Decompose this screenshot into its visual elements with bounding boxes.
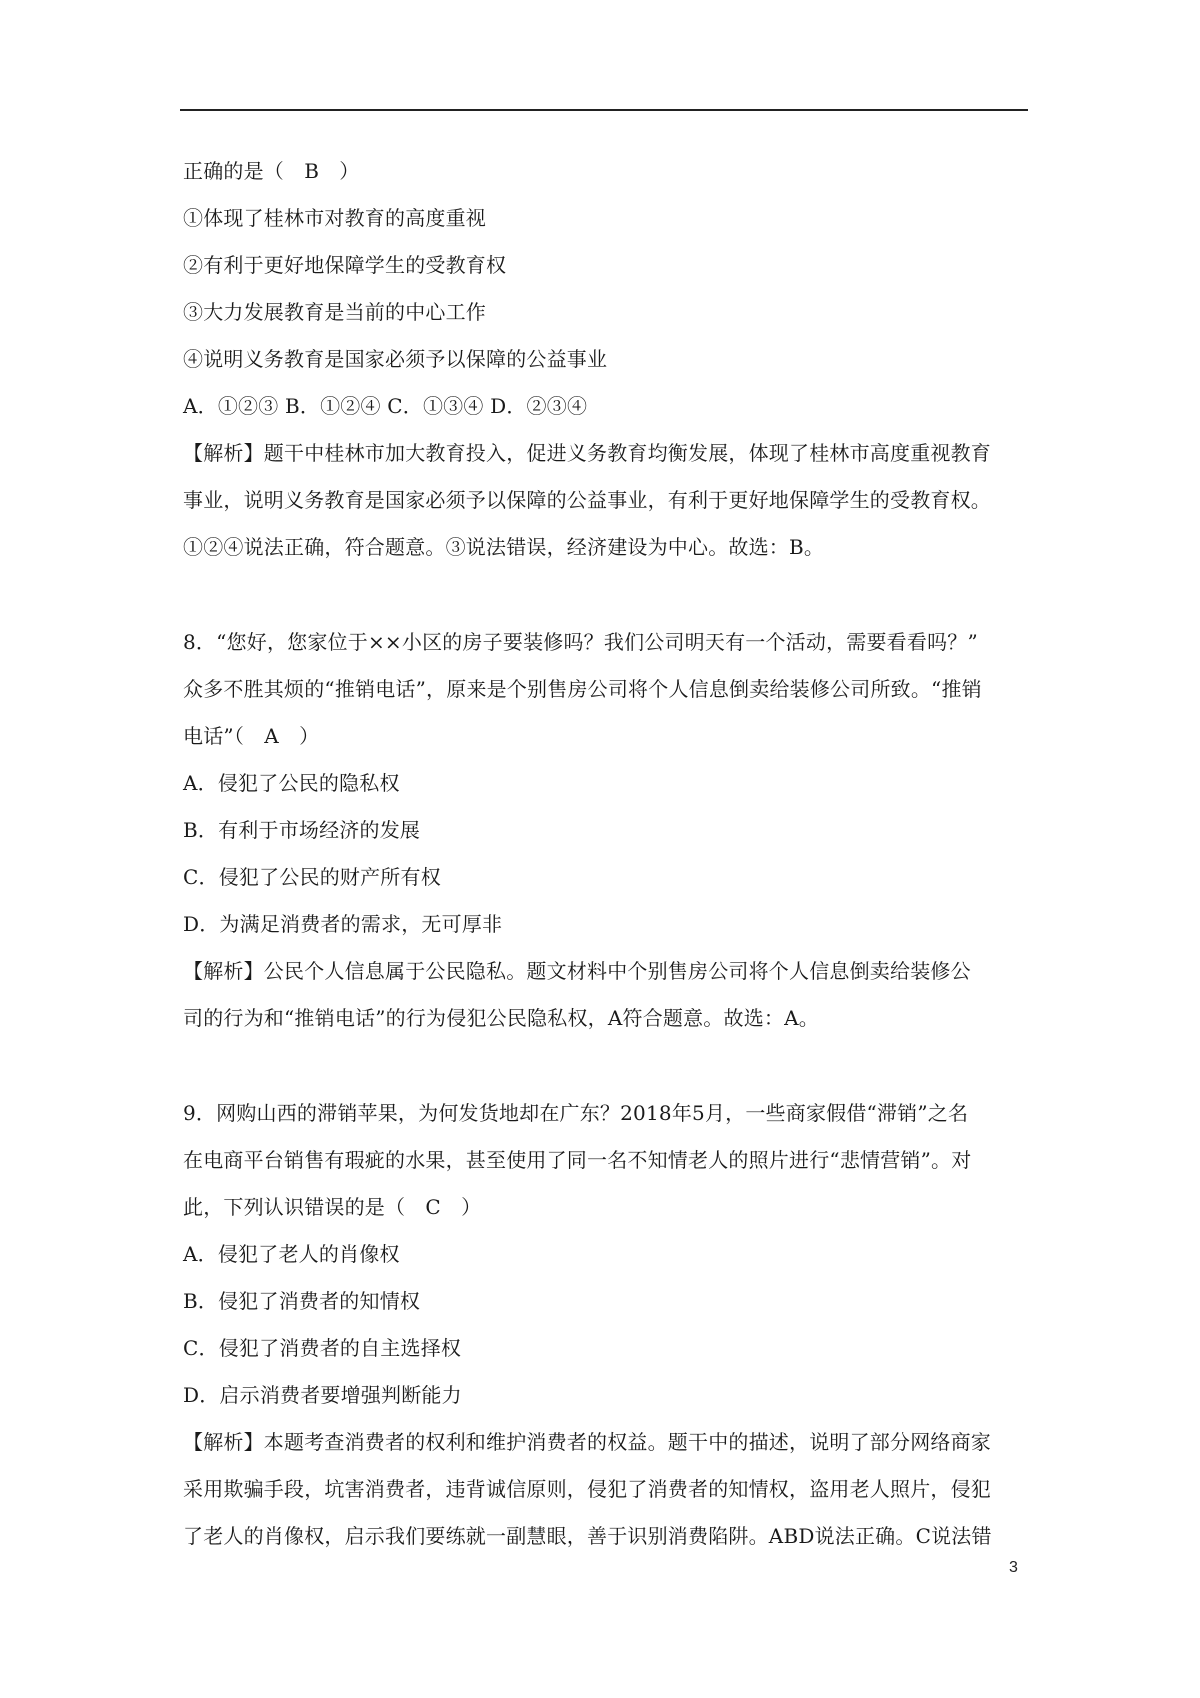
q7-options: A．①②③ B．①②④ C．①③④ D．②③④ [183, 394, 588, 418]
q8-option-c: C．侵犯了公民的财产所有权 [183, 865, 441, 889]
q7-analysis-line: ①②④说法正确，符合题意。③说法错误，经济建设为中心。故选：B。 [183, 535, 825, 559]
q8-analysis-line: 司的行为和“推销电话”的行为侵犯公民隐私权，A符合题意。故选：A。 [183, 1006, 819, 1030]
q7-stem-end: 正确的是（ B ） [183, 159, 360, 183]
q8-stem-line: 众多不胜其烦的“推销电话”，原来是个别售房公司将个人信息倒卖给装修公司所致。“推销 [183, 677, 982, 701]
q9-option-b: B．侵犯了消费者的知情权 [183, 1289, 421, 1313]
q7-item-1: ①体现了桂林市对教育的高度重视 [183, 206, 486, 230]
header-rule [180, 109, 1028, 111]
q9-stem-line: 此，下列认识错误的是（ C ） [183, 1195, 482, 1219]
q9-stem-line: 在电商平台销售有瑕疵的水果，甚至使用了同一名不知情老人的照片进行“悲情营销”。对 [183, 1148, 972, 1172]
q8-stem-line: 8．“您好，您家位于××小区的房子要装修吗？我们公司明天有一个活动，需要看看吗？” [183, 630, 978, 654]
q8-option-a: A．侵犯了公民的隐私权 [183, 771, 400, 795]
q9-option-d: D．启示消费者要增强判断能力 [183, 1383, 462, 1407]
page-number: 3 [1009, 1559, 1018, 1576]
q8-stem-line: 电话”（ A ） [183, 724, 320, 748]
q9-analysis-line: 【解析】本题考查消费者的权利和维护消费者的权益。题干中的描述，说明了部分网络商家 [183, 1430, 991, 1454]
q8-analysis-line: 【解析】公民个人信息属于公民隐私。题文材料中个别售房公司将个人信息倒卖给装修公 [183, 959, 971, 983]
q7-item-2: ②有利于更好地保障学生的受教育权 [183, 253, 507, 277]
q7-item-3: ③大力发展教育是当前的中心工作 [183, 300, 486, 324]
q9-stem-line: 9．网购山西的滞销苹果，为何发货地却在广东？2018年5月，一些商家假借“滞销”之名 [183, 1101, 969, 1125]
q7-analysis-line: 【解析】题干中桂林市加大教育投入，促进义务教育均衡发展，体现了桂林市高度重视教育 [183, 441, 991, 465]
q9-analysis-line: 了老人的肖像权，启示我们要练就一副慧眼，善于识别消费陷阱。ABD说法正确。C说法错 [183, 1524, 992, 1548]
q9-option-c: C．侵犯了消费者的自主选择权 [183, 1336, 462, 1360]
q8-option-d: D．为满足消费者的需求，无可厚非 [183, 912, 503, 936]
q8-option-b: B．有利于市场经济的发展 [183, 818, 421, 842]
q9-option-a: A．侵犯了老人的肖像权 [183, 1242, 400, 1266]
q7-analysis-line: 事业，说明义务教育是国家必须予以保障的公益事业，有利于更好地保障学生的受教育权。 [183, 488, 991, 512]
q7-item-4: ④说明义务教育是国家必须予以保障的公益事业 [183, 347, 608, 371]
q9-analysis-line: 采用欺骗手段，坑害消费者，违背诚信原则，侵犯了消费者的知情权，盗用老人照片，侵犯 [183, 1477, 991, 1501]
